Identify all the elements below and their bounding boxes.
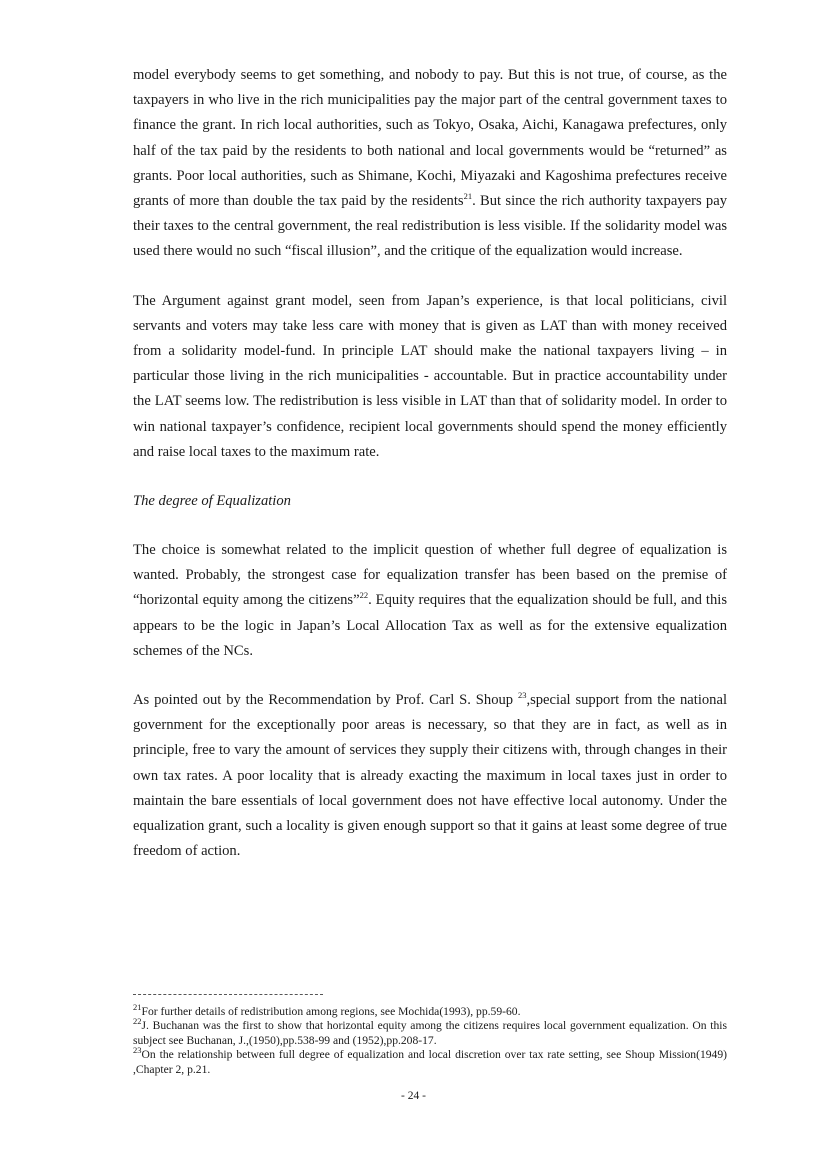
footnote-21: $^{21}$For further details of redistribution among regions, see Mochida(1993), pp.59-60. [133, 1002, 521, 1018]
footnote-22: $^{22}$J. Buchanan was the first to show that horizontal equity among the citizens requires local government equalization. On this subject see Buchanan, J.,(1950),pp.538-99 and (1952),pp.208-17. [133, 1016, 727, 1047]
section-heading: The degree of Equalization [133, 493, 291, 510]
document-body [133, 63, 727, 864]
footnote-ref-21: 21 [463, 191, 473, 202]
paragraph-shoup-recommendation: As pointed out by the Recommendation by Prof. Carl S. Shoup $^{23}$,special support from the national government for the exceptionally poor areas is necessary, so that they are in fact, as well as in principle, free to vary the amount of services they supply their citizens with, through changes in their own tax rates. A poor locality that is already exacting the maximum in local taxes just in order to maintain the bare essentials of local government does not have effective local autonomy. Under the equalization grant, such a locality is given enough support so that it gains at least some degree of true freedom of action. [133, 690, 727, 860]
footnote-ref-23: 23 [517, 690, 527, 701]
paragraph-degree-choice: The choice is somewhat related to the implicit question of whether full degree of equalization is wanted. Probably, the strongest case for equalization transfer has been based on the premise of “horizontal equity among the citizens”$^{22}$. Equity requires that the equalization should be full, and this appears to be the logic in Japan’s Local Allocation Tax as well as for the extensive equalization schemes of the NCs. [133, 542, 727, 659]
paragraph-fiscal-illusion: model everybody seems to get something, and nobody to pay. But this is not true, of course, as the taxpayers in who live in the rich municipalities pay the major part of the central government taxes to finance the grant. In rich local authorities, such as Tokyo, Osaka, Aichi, Kanagawa prefectures, only half of the tax paid by the residents to both national and local governments would be “returned” as grants. Poor local authorities, such as Shimane, Kochi, Miyazaki and Kagoshima prefectures receive grants of more than double the tax paid by the residents$^{21}$. But since the rich authority taxpayers pay their taxes to the central government, the real redistribution is less visible. If the solidarity model was used there would no such “fiscal illusion”, and the critique of the equalization would increase. [133, 67, 727, 260]
paragraph-argument-against-grant: The Argument against grant model, seen from Japan’s experience, is that local politicians, civil servants and voters may take less care with money that is given as LAT than with money received from a solidarity model-fund. In principle LAT should make the national taxpayers living – in particular those living in the rich municipalities - accountable. But in practice accountability under the LAT seems low. The redistribution is less visible in LAT than that of solidarity model. In order to win national taxpayer’s confidence, recipient local governments should spend the money efficiently and raise local taxes to the maximum rate. [133, 292, 727, 460]
footnote-ref-22: 22 [359, 590, 369, 601]
footnotes [133, 994, 727, 1077]
footnote-23: $^{23}$On the relationship between full degree of equalization and local discretion over tax rate setting, see Shoup Mission(1949) ,Chapter 2, p.21. [133, 1045, 727, 1076]
page-number: - 24 - [401, 1090, 426, 1102]
footnote-divider [133, 994, 323, 995]
